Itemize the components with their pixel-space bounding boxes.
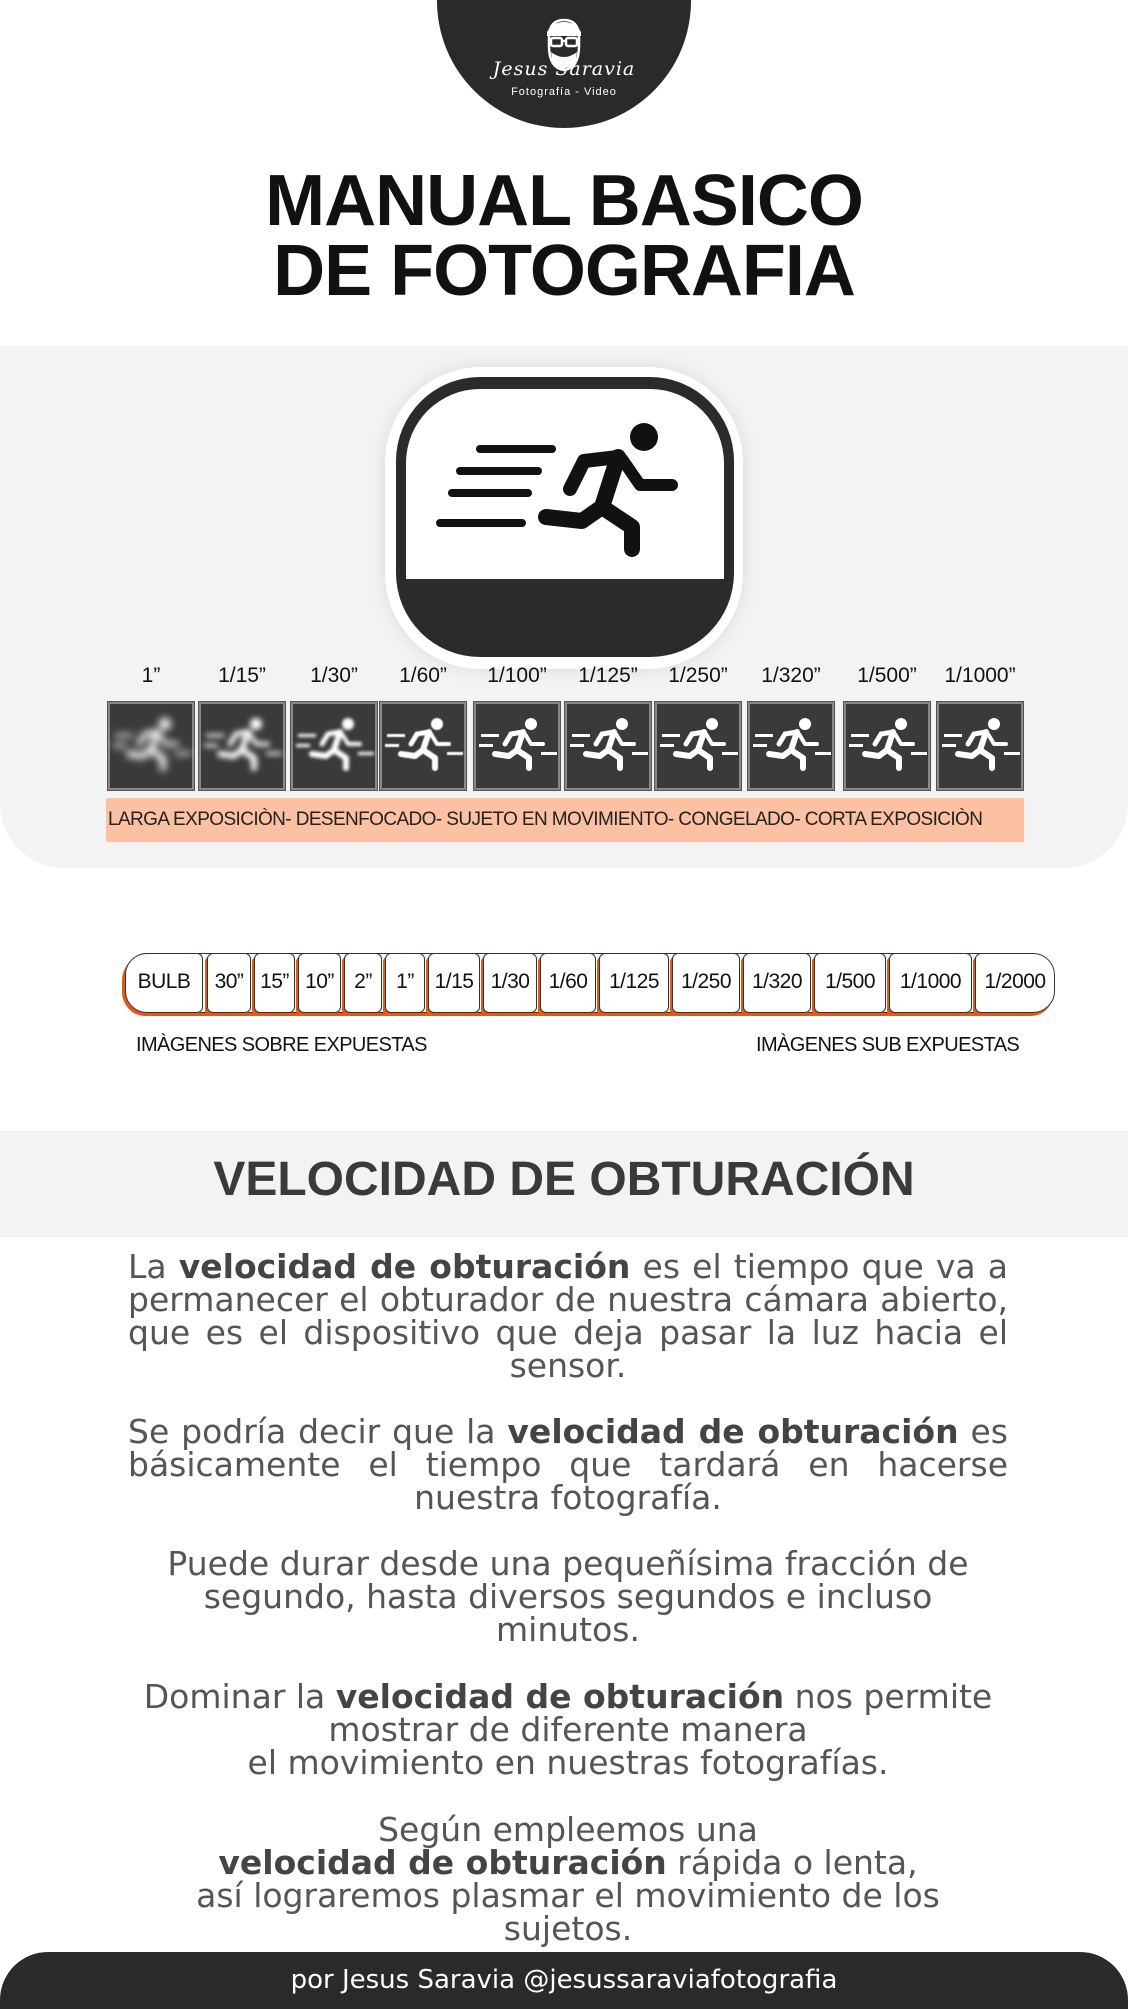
scale-cell: 10” bbox=[298, 953, 341, 1013]
logo-script: Jesus Saravia bbox=[492, 58, 636, 80]
scale-cell: 1/320 bbox=[743, 953, 811, 1013]
runner-tile bbox=[380, 702, 466, 790]
page-title bbox=[0, 161, 1128, 311]
logo-subtitle: Fotografía - Video bbox=[511, 86, 617, 98]
running-person-icon bbox=[753, 714, 833, 780]
running-person-icon bbox=[479, 714, 559, 780]
speed-label: 1/60” bbox=[399, 664, 447, 687]
runner-tile bbox=[199, 702, 285, 790]
runner-tile bbox=[565, 702, 651, 790]
speed-label: 1/500” bbox=[857, 664, 917, 687]
running-person-icon bbox=[204, 714, 284, 780]
scale-cell: 1/1000 bbox=[889, 953, 972, 1013]
section-heading: VELOCIDAD DE OBTURACIÓN bbox=[213, 1153, 915, 1206]
underexposed-note: IMÀGENES SUB EXPUESTAS bbox=[756, 1034, 1020, 1056]
scale-cell: 1/500 bbox=[814, 953, 886, 1013]
scale-cell: 1/2000 bbox=[975, 953, 1055, 1013]
runner-tile bbox=[748, 702, 834, 790]
running-person-icon bbox=[660, 714, 740, 780]
exposure-caption: LARGA EXPOSICIÒN- DESENFOCADO- SUJETO EN MOVIMIENTO- CONGELADO- CORTA EXPOSICIÒN bbox=[106, 798, 1024, 842]
scale-cell: 1/125 bbox=[599, 953, 669, 1013]
shutter-scale bbox=[124, 953, 1054, 1013]
paragraph-2: Se podría decir que la velocidad de obturación es básicamente el tiempo que tardará en hacerse nuestra fotografía. bbox=[128, 1412, 1008, 1517]
footer-credit: por Jesus Saravia @jesussaraviafotografia bbox=[0, 1952, 1128, 2009]
speed-label: 1/30” bbox=[310, 664, 358, 687]
speed-label: 1/15” bbox=[218, 664, 266, 687]
speed-label: 1” bbox=[141, 664, 161, 687]
paragraph-3: Puede durar desde una pequeñísima fracción de segundo, hasta diversos segundos e incluso minutos. bbox=[167, 1544, 969, 1649]
speed-label: 1/1000” bbox=[944, 664, 1016, 687]
speed-label: 1/100” bbox=[487, 664, 547, 687]
running-person-icon bbox=[849, 714, 929, 780]
scale-cell: 1” bbox=[385, 953, 425, 1013]
title-line-1: MANUAL BASICO bbox=[265, 161, 863, 241]
running-person-icon bbox=[113, 714, 193, 780]
scale-cell: 15” bbox=[254, 953, 295, 1013]
logo-tab bbox=[437, 0, 691, 128]
shutter-speed-tiles bbox=[108, 702, 1026, 792]
running-person-icon bbox=[570, 714, 650, 780]
paragraph-4: Dominar la velocidad de obturación nos permite mostrar de diferente manera el movimiento en nuestras fotografías. bbox=[143, 1677, 993, 1782]
running-person-icon bbox=[385, 714, 465, 780]
title-line-2: DE FOTOGRAFIA bbox=[273, 231, 855, 311]
runner-tile bbox=[108, 702, 194, 790]
running-person-icon bbox=[942, 714, 1022, 780]
paragraph-5: Según empleemos una velocidad de obturación rápida o lenta, así lograremos plasmar el movimiento de los sujetos. bbox=[196, 1810, 940, 1948]
runner-tile bbox=[937, 702, 1023, 790]
runner-tile bbox=[291, 702, 377, 790]
running-person-icon bbox=[296, 714, 376, 780]
speed-label: 1/125” bbox=[578, 664, 638, 687]
scale-cell: 2” bbox=[344, 953, 382, 1013]
scale-cell: 1/15 bbox=[428, 953, 480, 1013]
scale-cell: 30” bbox=[207, 953, 251, 1013]
runner-tile bbox=[844, 702, 930, 790]
scale-cell: 1/60 bbox=[540, 953, 596, 1013]
runner-tile bbox=[655, 702, 741, 790]
shutter-speed-labels bbox=[108, 664, 1026, 694]
runner-tile bbox=[474, 702, 560, 790]
speed-label: 1/250” bbox=[668, 664, 728, 687]
speed-label: 1/320” bbox=[761, 664, 821, 687]
scale-cell: BULB bbox=[125, 953, 203, 1013]
running-person-icon bbox=[396, 377, 734, 657]
overexposed-note: IMÀGENES SOBRE EXPUESTAS bbox=[136, 1034, 427, 1056]
paragraph-1: La velocidad de obturación es el tiempo que va a permanecer el obturador de nuestra cámara abierto, que es el dispositivo que deja pasar la luz hacia el sensor. bbox=[128, 1247, 1008, 1385]
scale-cell: 1/30 bbox=[483, 953, 537, 1013]
scale-cell: 1/250 bbox=[672, 953, 740, 1013]
